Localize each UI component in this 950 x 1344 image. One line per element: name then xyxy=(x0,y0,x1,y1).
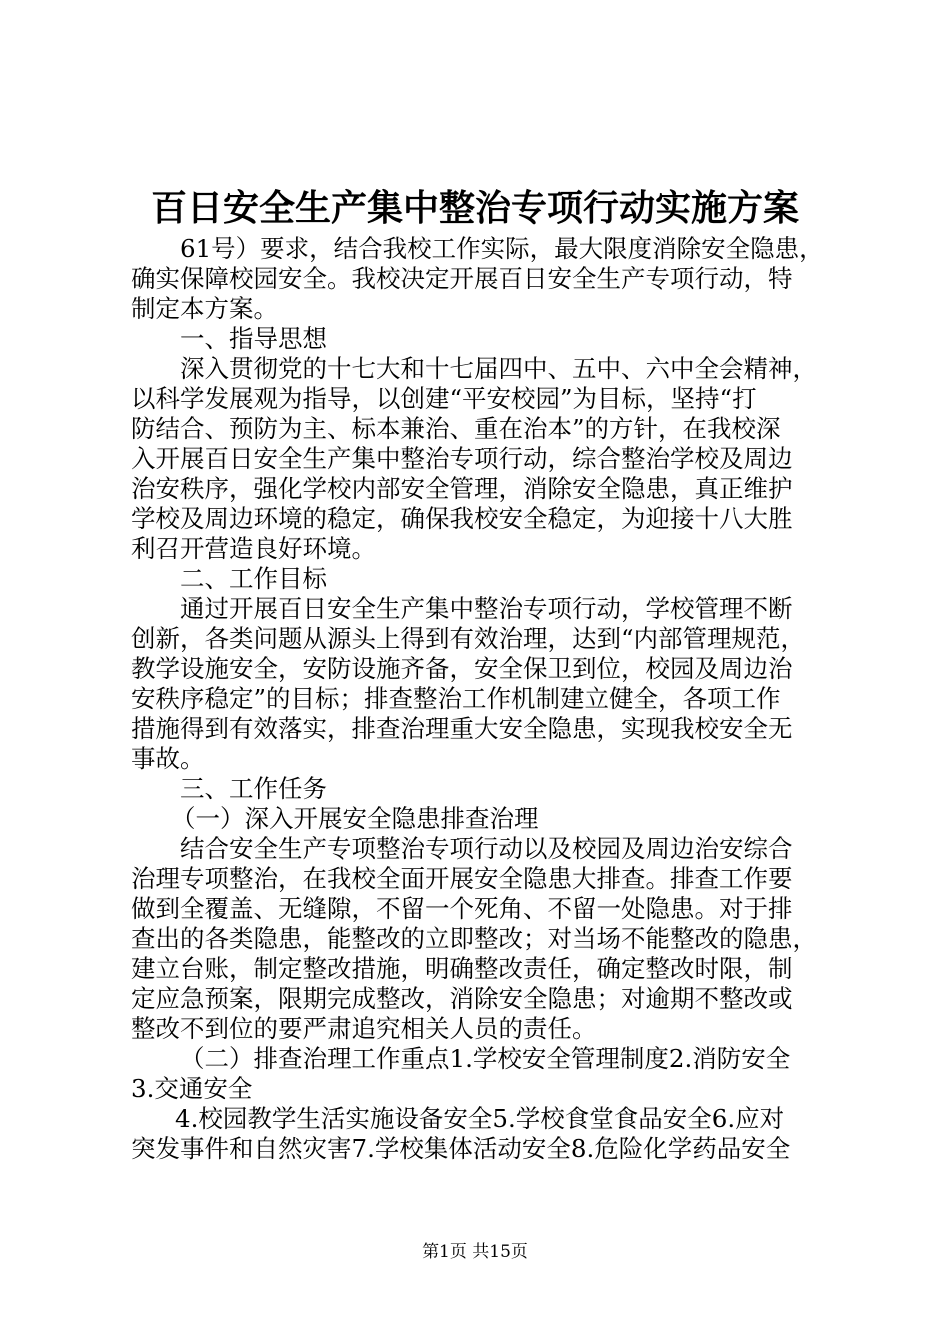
paragraph-line: 学校及周边环境的稳定，确保我校安全稳定，为迎接十八大胜 xyxy=(131,504,793,533)
paragraph-line: 入开展百日安全生产集中整治专项行动，综合整治学校及周边 xyxy=(131,444,793,473)
page-number-footer: 第1页 共15页 xyxy=(422,1242,528,1262)
paragraph-line: 利召开营造良好环境。 xyxy=(131,534,376,563)
paragraph-line: 61号）要求，结合我校工作实际，最大限度消除安全隐患， xyxy=(180,234,824,263)
paragraph-line: 确实保障校园安全。我校决定开展百日安全生产专项行动，特 xyxy=(131,264,793,293)
paragraph-line: 通过开展百日安全生产集中整治专项行动，学校管理不断 xyxy=(180,594,793,623)
paragraph-line: 教学设施安全，安防设施齐备，安全保卫到位，校园及周边治 xyxy=(131,654,793,683)
paragraph-line: 定应急预案，限期完成整改，消除安全隐患；对逾期不整改或 xyxy=(131,984,793,1013)
section-heading: 三、工作任务 xyxy=(180,774,327,803)
paragraph-line: 建立台账，制定整改措施，明确整改责任，确定整改时限，制 xyxy=(131,954,793,983)
subsection-heading: （一）深入开展安全隐患排查治理 xyxy=(171,804,539,833)
paragraph-line: 制定本方案。 xyxy=(131,294,278,323)
paragraph-line: 3.交通安全 xyxy=(131,1074,253,1103)
paragraph-line: 措施得到有效落实，排查治理重大安全隐患，实现我校安全无 xyxy=(131,714,793,743)
section-heading: 一、指导思想 xyxy=(180,324,327,353)
paragraph-line: 做到全覆盖、无缝隙，不留一个死角、不留一处隐患。对于排 xyxy=(131,894,793,923)
subsection-heading: （二）排查治理工作重点1.学校安全管理制度2.消防安全 xyxy=(180,1044,791,1073)
paragraph-line: 创新，各类问题从源头上得到有效治理，达到“内部管理规范， xyxy=(131,624,806,653)
paragraph-line: 深入贯彻党的十七大和十七届四中、五中、六中全会精神， xyxy=(180,354,817,383)
paragraph-line: 查出的各类隐患，能整改的立即整改；对当场不能整改的隐患， xyxy=(131,924,817,953)
paragraph-line: 整改不到位的要严肃追究相关人员的责任。 xyxy=(131,1014,597,1043)
paragraph-line: 4.校园教学生活实施设备安全5.学校食堂食品安全6.应对 xyxy=(175,1104,785,1133)
paragraph-line: 结合安全生产专项整治专项行动以及校园及周边治安综合 xyxy=(180,834,793,863)
section-heading: 二、工作目标 xyxy=(180,564,327,593)
document-body xyxy=(131,234,836,1164)
paragraph-line: 防结合、预防为主、标本兼治、重在治本”的方针，在我校深 xyxy=(131,414,781,443)
paragraph-line: 治安秩序，强化学校内部安全管理，消除安全隐患，真正维护 xyxy=(131,474,793,503)
paragraph-line: 以科学发展观为指导，以创建“平安校园”为目标，坚持“打 xyxy=(131,384,757,413)
paragraph-line: 治理专项整治，在我校全面开展安全隐患大排查。排查工作要 xyxy=(131,864,793,893)
document-title: 百日安全生产集中整治专项行动实施方案 xyxy=(150,187,799,229)
paragraph-line: 突发事件和自然灾害7.学校集体活动安全8.危险化学药品安全 xyxy=(131,1134,791,1163)
paragraph-line: 安秩序稳定”的目标；排查整治工作机制建立健全，各项工作 xyxy=(131,684,781,713)
paragraph-line: 事故。 xyxy=(131,744,205,773)
